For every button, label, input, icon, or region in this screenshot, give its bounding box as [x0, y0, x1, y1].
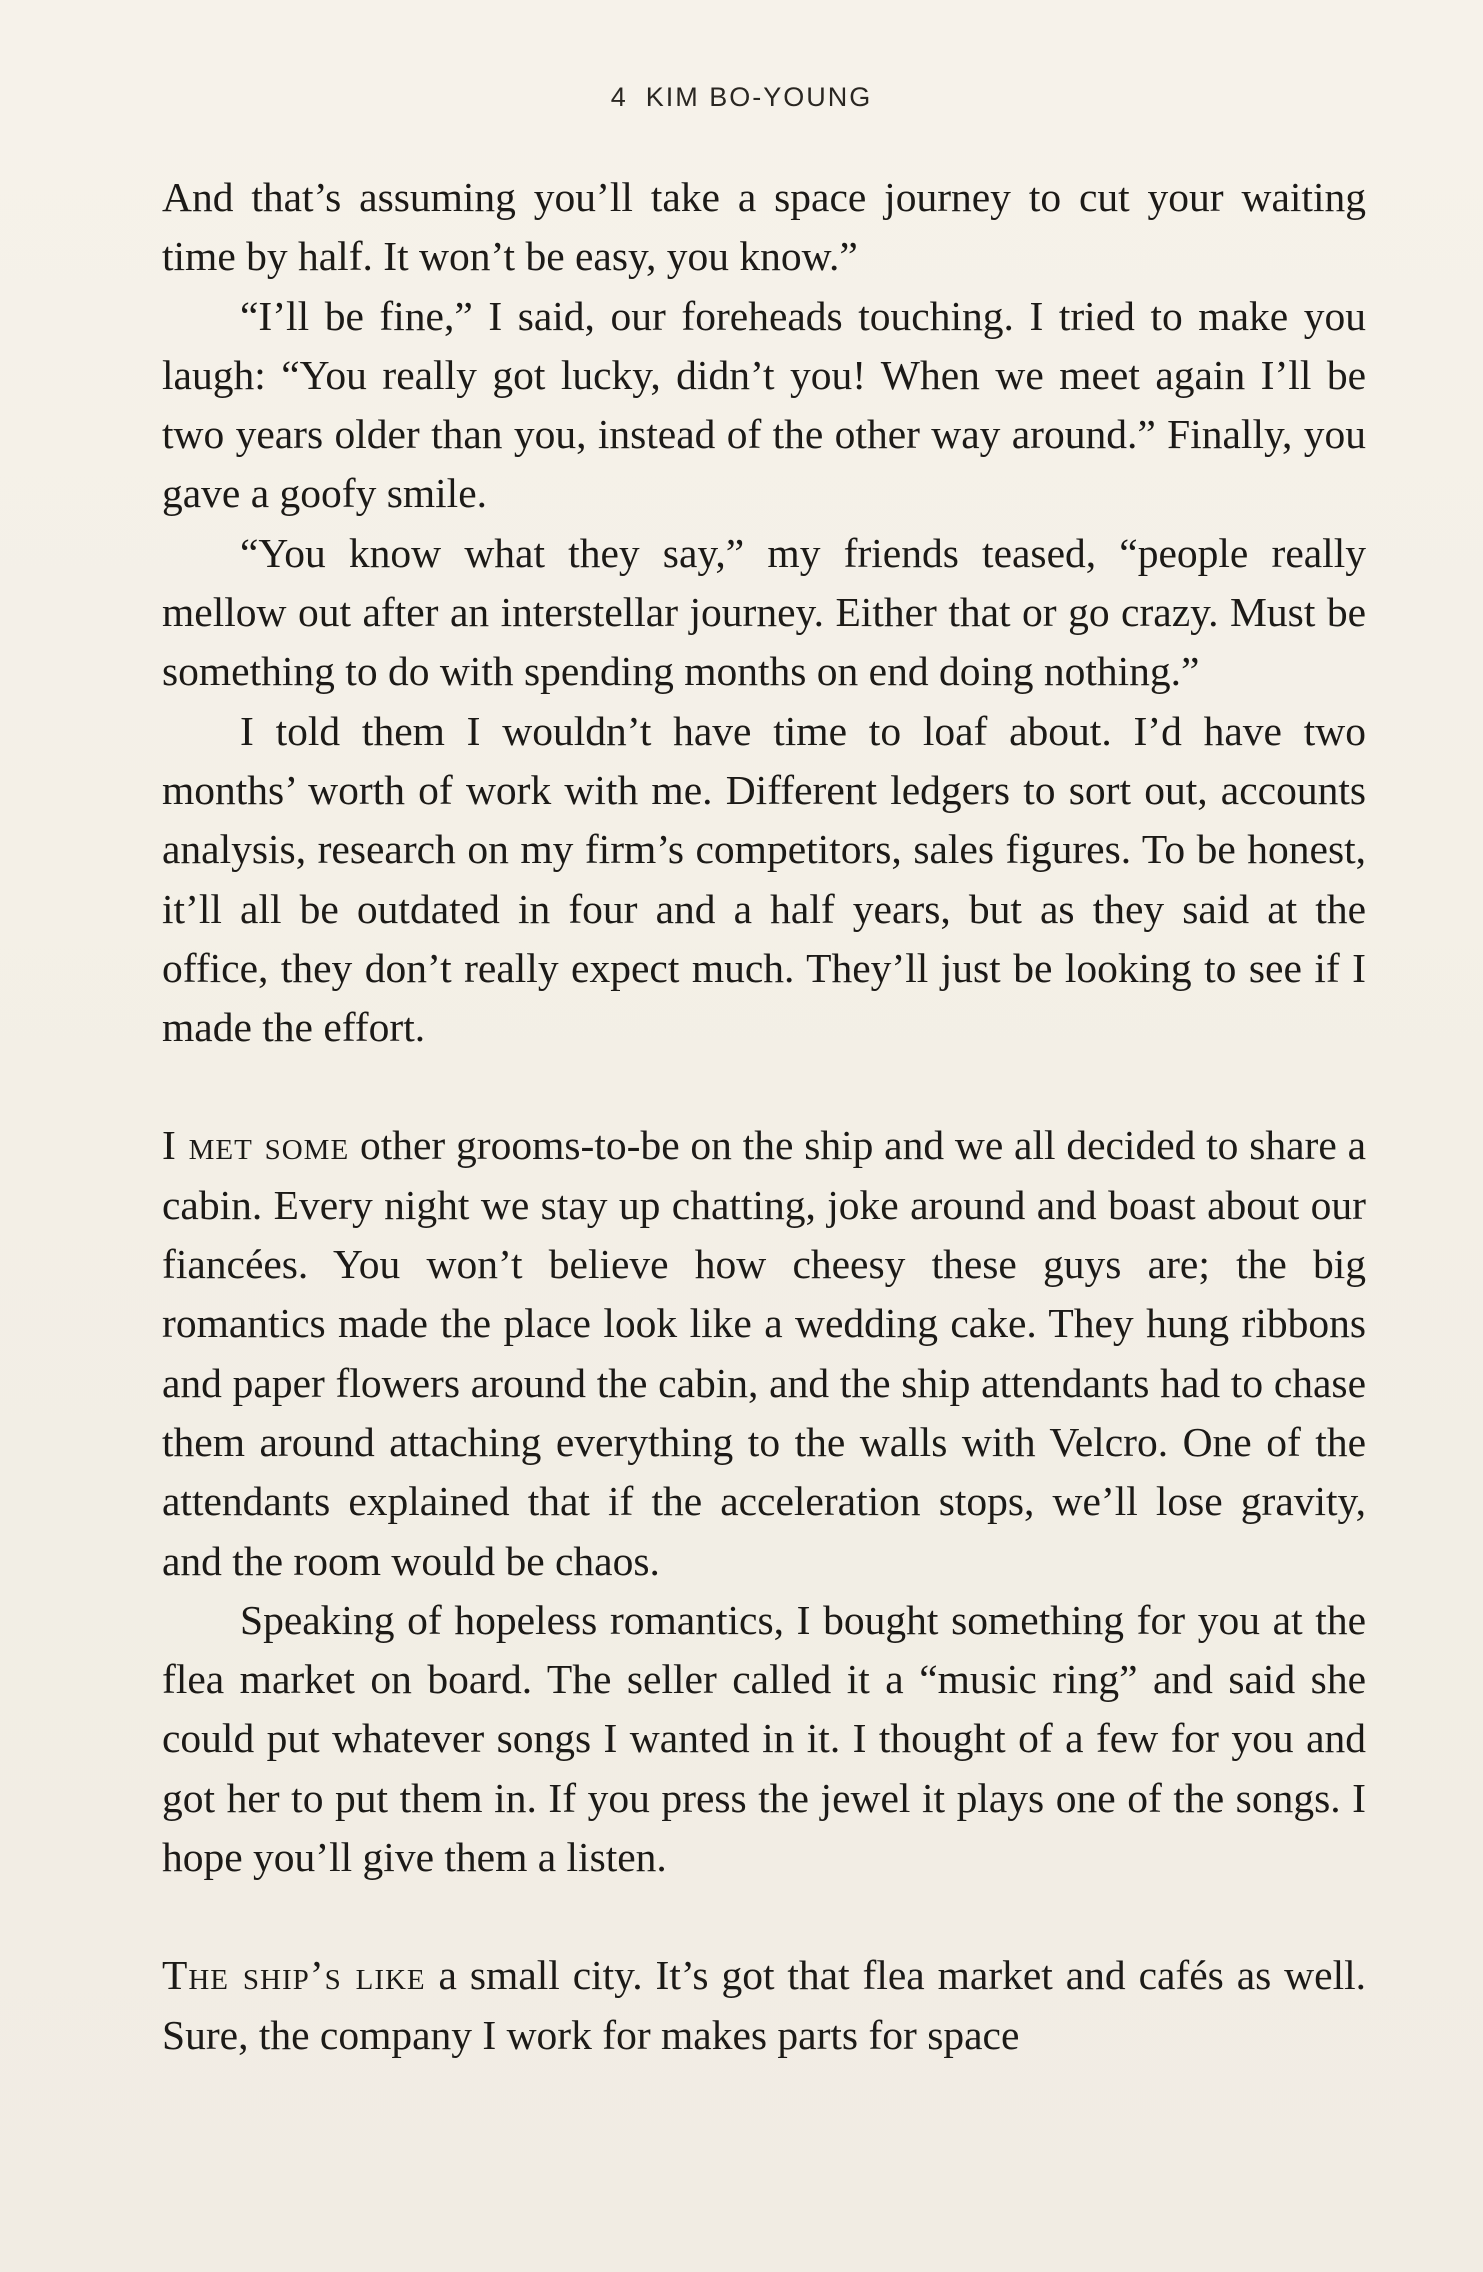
section-lead-in: The ship’s like — [162, 1952, 426, 1999]
paragraph-text: I told them I wouldn’t have time to loaf about. I’d have two months’ worth of work with me. Different ledgers to sort out, accounts analysis, research on my firm’s competitors, sales figures. To be honest, it’ll all be outdated in four and a half years, but as they said at the office, they don’t really expect much. They’ll just be looking to see if I made the effort. — [162, 707, 1366, 1051]
paragraph-text: other grooms-to-be on the ship and we all decided to share a cabin. Every night we stay up chatting, joke around and boast about our fiancées. You won’t believe how cheesy these guys are; the big romantics made the place look like a wedding cake. They hung ribbons and paper flowers around the cabin, and the ship attendants had to chase them around attaching everything to the walls with Velcro. One of the attendants explained that if the acceleration stops, we’ll lose gravity, and the room would be chaos. — [162, 1122, 1366, 1584]
paragraph-7-section-start — [162, 1946, 1366, 2065]
paragraph-2 — [162, 287, 1366, 524]
paragraph-3 — [162, 524, 1366, 702]
paragraph-text: a small city. It’s got that flea market and cafés as well. Sure, the company I work for makes parts for space — [162, 1952, 1366, 2058]
body-text — [162, 168, 1366, 2065]
paragraph-4 — [162, 702, 1366, 1058]
paragraph-text: “You know what they say,” my friends teased, “people really mellow out after an interstellar journey. Either that or go crazy. Must be something to do with spending months on end doing nothing.” — [162, 529, 1366, 695]
paragraph-text: “I’ll be fine,” I said, our foreheads touching. I tried to make you laugh: “You really got lucky, didn’t you! When we meet again I’ll be two years older than you, instead of the other way around.” Finally, you gave a goofy smile. — [162, 292, 1366, 517]
paragraph-text: And that’s assuming you’ll take a space journey to cut your waiting time by half. It won’t be easy, you know.” — [162, 174, 1366, 280]
page-number: 4 — [610, 82, 628, 112]
section-lead-in: I met some — [162, 1122, 350, 1169]
paragraph-6 — [162, 1591, 1366, 1887]
paragraph-text: Speaking of hopeless romantics, I bought something for you at the flea market on board. The seller called it a “music ring” and said she could put whatever songs I wanted in it. I thought of a few for you and got her to put them in. If you press the jewel it plays one of the songs. I hope you’ll give them a listen. — [162, 1596, 1366, 1881]
author-name: KIM BO-YOUNG — [645, 82, 873, 112]
paragraph-1 — [162, 168, 1366, 287]
running-head — [0, 82, 1483, 113]
paragraph-5-section-start — [162, 1116, 1366, 1590]
